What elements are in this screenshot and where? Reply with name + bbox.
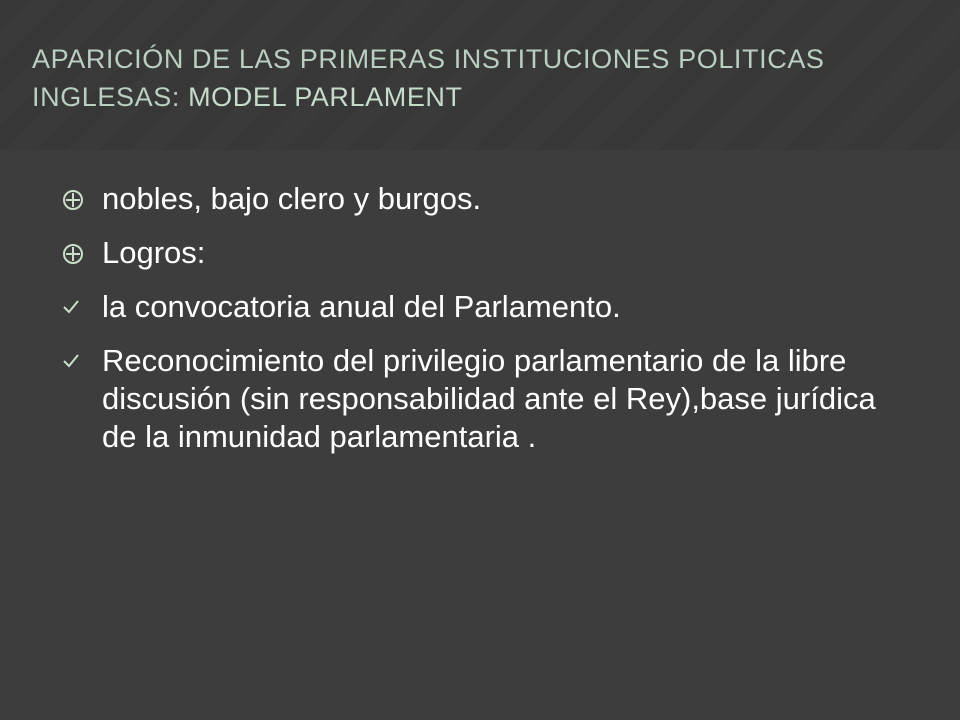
bullet-item <box>62 234 882 272</box>
bullet-item <box>62 180 882 218</box>
bullet-text: la convocatoria anual del Parlamento. <box>102 289 621 324</box>
bullet-item <box>62 288 882 326</box>
title-accent: MODEL PARLAMENT <box>188 82 463 112</box>
circle-cross-icon <box>62 243 84 265</box>
title-main: APARICIÓN DE LAS PRIMERAS INSTITUCIONES POLITICAS INGLESAS: <box>32 44 825 112</box>
check-icon <box>62 352 80 370</box>
bullet-item <box>62 342 882 456</box>
circle-cross-icon <box>62 189 84 211</box>
bullet-text: nobles, bajo clero y burgos. <box>102 181 482 216</box>
check-icon <box>62 298 80 316</box>
bullet-list <box>62 180 882 472</box>
slide-title <box>32 40 912 116</box>
bullet-text: Reconocimiento del privilegio parlamentario de la libre discusión (sin responsabilidad ante el Rey),base jurídica de la inmunidad parlamentaria . <box>102 343 876 454</box>
bullet-text: Logros: <box>102 235 206 270</box>
